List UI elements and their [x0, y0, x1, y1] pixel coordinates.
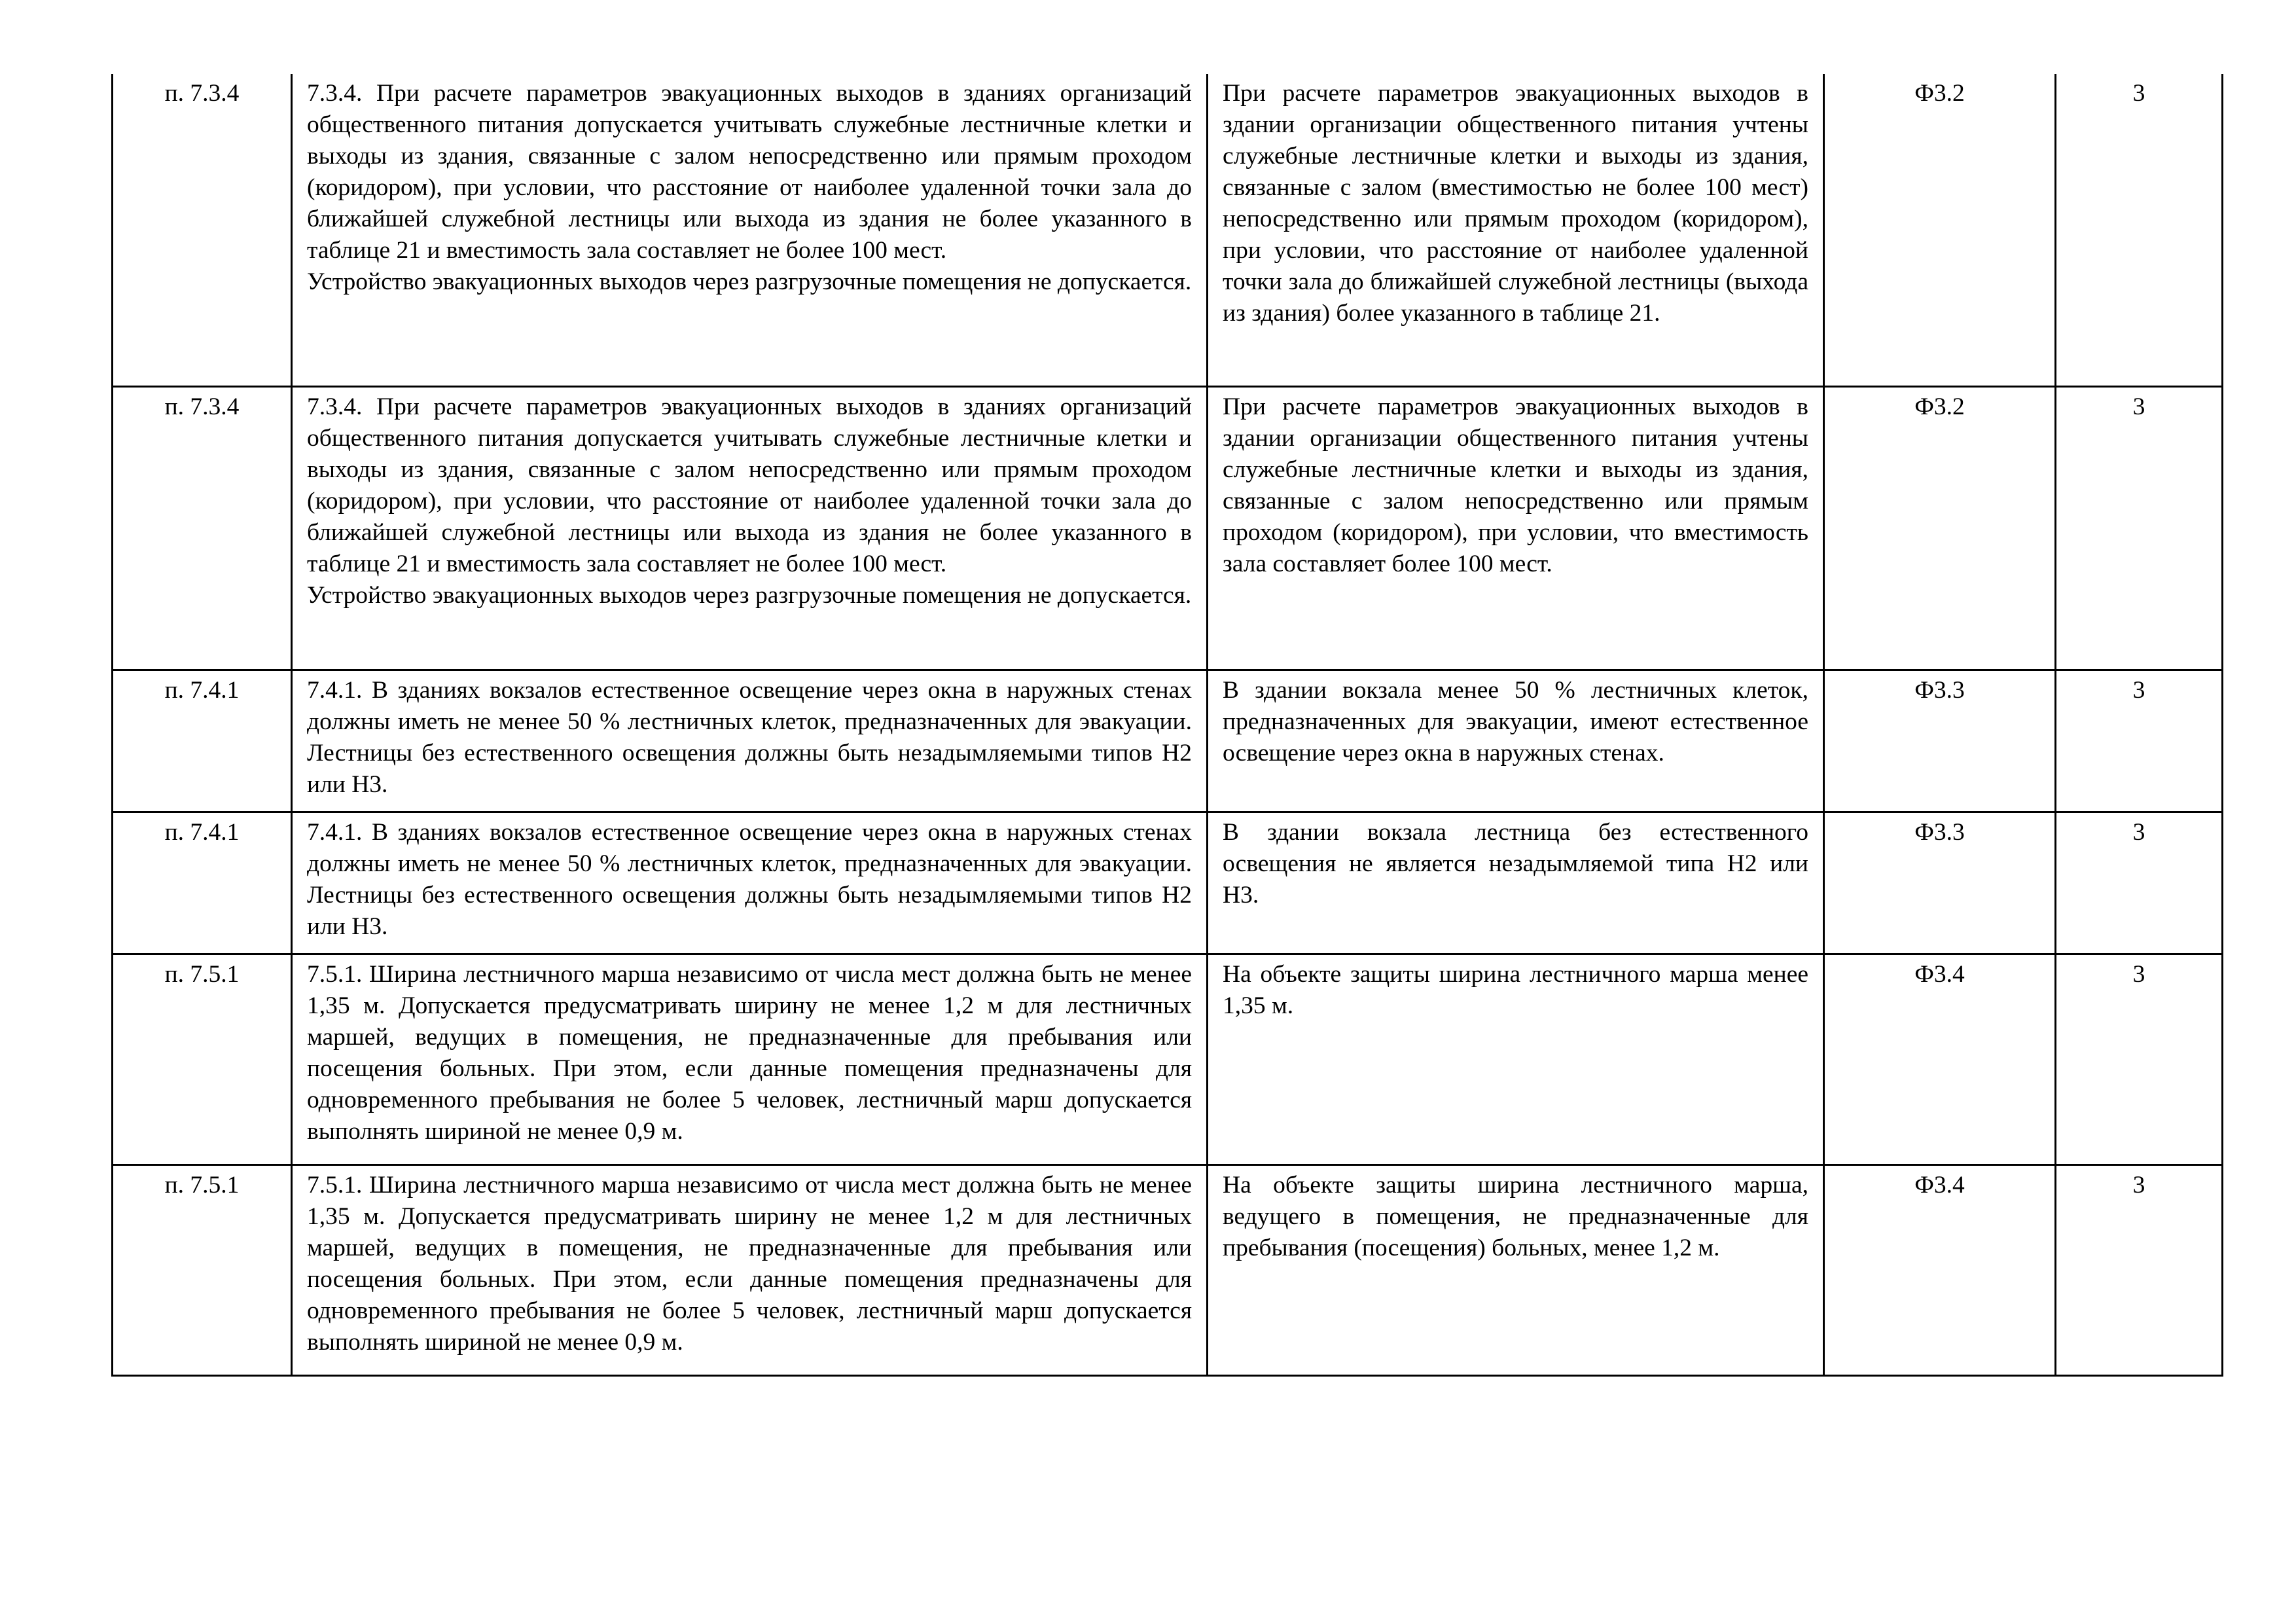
table-row [113, 812, 2223, 954]
clause-ref-cell: п. 7.5.1 [113, 1164, 292, 1375]
requirement-text: 7.5.1. Ширина лестничного марша независимо от числа мест должна быть не менее 1,35 м. Допускается предусматривать ширину не менее 1,2 м для лестничных маршей, ведущих в помещения, не предназначенные для пребывания или посещения больных. При этом, если данные помещения предназначены для одновременного пребывания не более 5 человек, лестничный марш допускается выполнять шириной не менее 0,9 м. [307, 960, 1192, 1145]
violation-cell [1208, 812, 1824, 954]
class-cell: Ф3.3 [1824, 670, 2056, 812]
requirement-cell [292, 386, 1208, 670]
violation-cell [1208, 74, 1824, 386]
risk-cell: 3 [2056, 74, 2223, 386]
risk-cell: 3 [2056, 670, 2223, 812]
requirement-cell [292, 954, 1208, 1164]
violation-text: При расчете параметров эвакуационных выходов в здании организации общественного питания учтены служебные лестничные клетки и выходы из здания, связанные с залом (вместимостью не более 100 мест) непосредственно или прямым проходом (коридором), при условии, что расстояние от наиболее удаленной точки зала до ближайшей служебной лестницы (выхода из здания) более указанного в таблице 21. [1223, 80, 1808, 327]
requirement-text: 7.4.1. В зданиях вокзалов естественное освещение через окна в наружных стенах должны иметь не менее 50 % лестничных клеток, предназначенных для эвакуации. Лестницы без естественного освещения должны быть незадымляемыми типов Н2 или Н3. [307, 676, 1192, 798]
clause-ref-cell: п. 7.5.1 [113, 954, 292, 1164]
requirements-table [111, 74, 2223, 1377]
violation-cell [1208, 386, 1824, 670]
table-row [113, 386, 2223, 670]
table-row [113, 1164, 2223, 1375]
violation-text: При расчете параметров эвакуационных выходов в здании организации общественного питания учтены служебные лестничные клетки и выходы из здания, связанные с залом непосредственно или прямым проходом (коридором), при условии, что вместимость зала составляет более 100 мест. [1223, 393, 1808, 577]
class-cell: Ф3.4 [1824, 954, 2056, 1164]
requirement-text: 7.4.1. В зданиях вокзалов естественное освещение через окна в наружных стенах должны иметь не менее 50 % лестничных клеток, предназначенных для эвакуации. Лестницы без естественного освещения должны быть незадымляемыми типов Н2 или Н3. [307, 818, 1192, 940]
violation-text: На объекте защиты ширина лестничного марша, ведущего в помещения, не предназначенные для пребывания (посещения) больных, менее 1,2 м. [1223, 1171, 1808, 1261]
clause-ref-cell: п. 7.4.1 [113, 812, 292, 954]
table-row [113, 670, 2223, 812]
violation-cell [1208, 670, 1824, 812]
risk-cell: 3 [2056, 386, 2223, 670]
requirement-text: 7.3.4. При расчете параметров эвакуационных выходов в зданиях организаций общественного питания допускается учитывать служебные лестничные клетки и выходы из здания, связанные с залом непосредственно или прямым проходом (коридором), при условии, что расстояние от наиболее удаленной точки зала до ближайшей служебной лестницы или выхода из здания не более указанного в таблице 21 и вместимость зала составляет не более 100 мест. [307, 80, 1192, 264]
clause-ref-cell: п. 7.4.1 [113, 670, 292, 812]
table-row [113, 74, 2223, 386]
clause-ref-cell: п. 7.3.4 [113, 386, 292, 670]
requirement-text: 7.5.1. Ширина лестничного марша независимо от числа мест должна быть не менее 1,35 м. Допускается предусматривать ширину не менее 1,2 м для лестничных маршей, ведущих в помещения, не предназначенные для пребывания или посещения больных. При этом, если данные помещения предназначены для одновременного пребывания не более 5 человек, лестничный марш допускается выполнять шириной не менее 0,9 м. [307, 1171, 1192, 1356]
requirement-text: 7.3.4. При расчете параметров эвакуационных выходов в зданиях организаций общественного питания допускается учитывать служебные лестничные клетки и выходы из здания, связанные с залом непосредственно или прямым проходом (коридором), при условии, что расстояние от наиболее удаленной точки зала до ближайшей служебной лестницы или выхода из здания не более указанного в таблице 21 и вместимость зала составляет не более 100 мест. [307, 393, 1192, 577]
requirement-cell [292, 1164, 1208, 1375]
requirement-cell [292, 670, 1208, 812]
violation-cell [1208, 954, 1824, 1164]
requirement-text: Устройство эвакуационных выходов через разгрузочные помещения не допускается. [307, 581, 1192, 609]
class-cell: Ф3.3 [1824, 812, 2056, 954]
class-cell: Ф3.2 [1824, 74, 2056, 386]
class-cell: Ф3.4 [1824, 1164, 2056, 1375]
risk-cell: 3 [2056, 954, 2223, 1164]
clause-ref-cell: п. 7.3.4 [113, 74, 292, 386]
requirement-cell [292, 812, 1208, 954]
requirement-cell [292, 74, 1208, 386]
violation-text: В здании вокзала лестница без естественного освещения не является незадымляемой типа Н2 или Н3. [1223, 818, 1808, 909]
requirement-text: Устройство эвакуационных выходов через разгрузочные помещения не допускается. [307, 268, 1192, 295]
violation-text: На объекте защиты ширина лестничного марша менее 1,35 м. [1223, 960, 1808, 1019]
risk-cell: 3 [2056, 812, 2223, 954]
class-cell: Ф3.2 [1824, 386, 2056, 670]
violation-text: В здании вокзала менее 50 % лестничных клеток, предназначенных для эвакуации, имеют естественное освещение через окна в наружных стенах. [1223, 676, 1808, 767]
table-row [113, 954, 2223, 1164]
document-page [111, 74, 2221, 1377]
risk-cell: 3 [2056, 1164, 2223, 1375]
violation-cell [1208, 1164, 1824, 1375]
